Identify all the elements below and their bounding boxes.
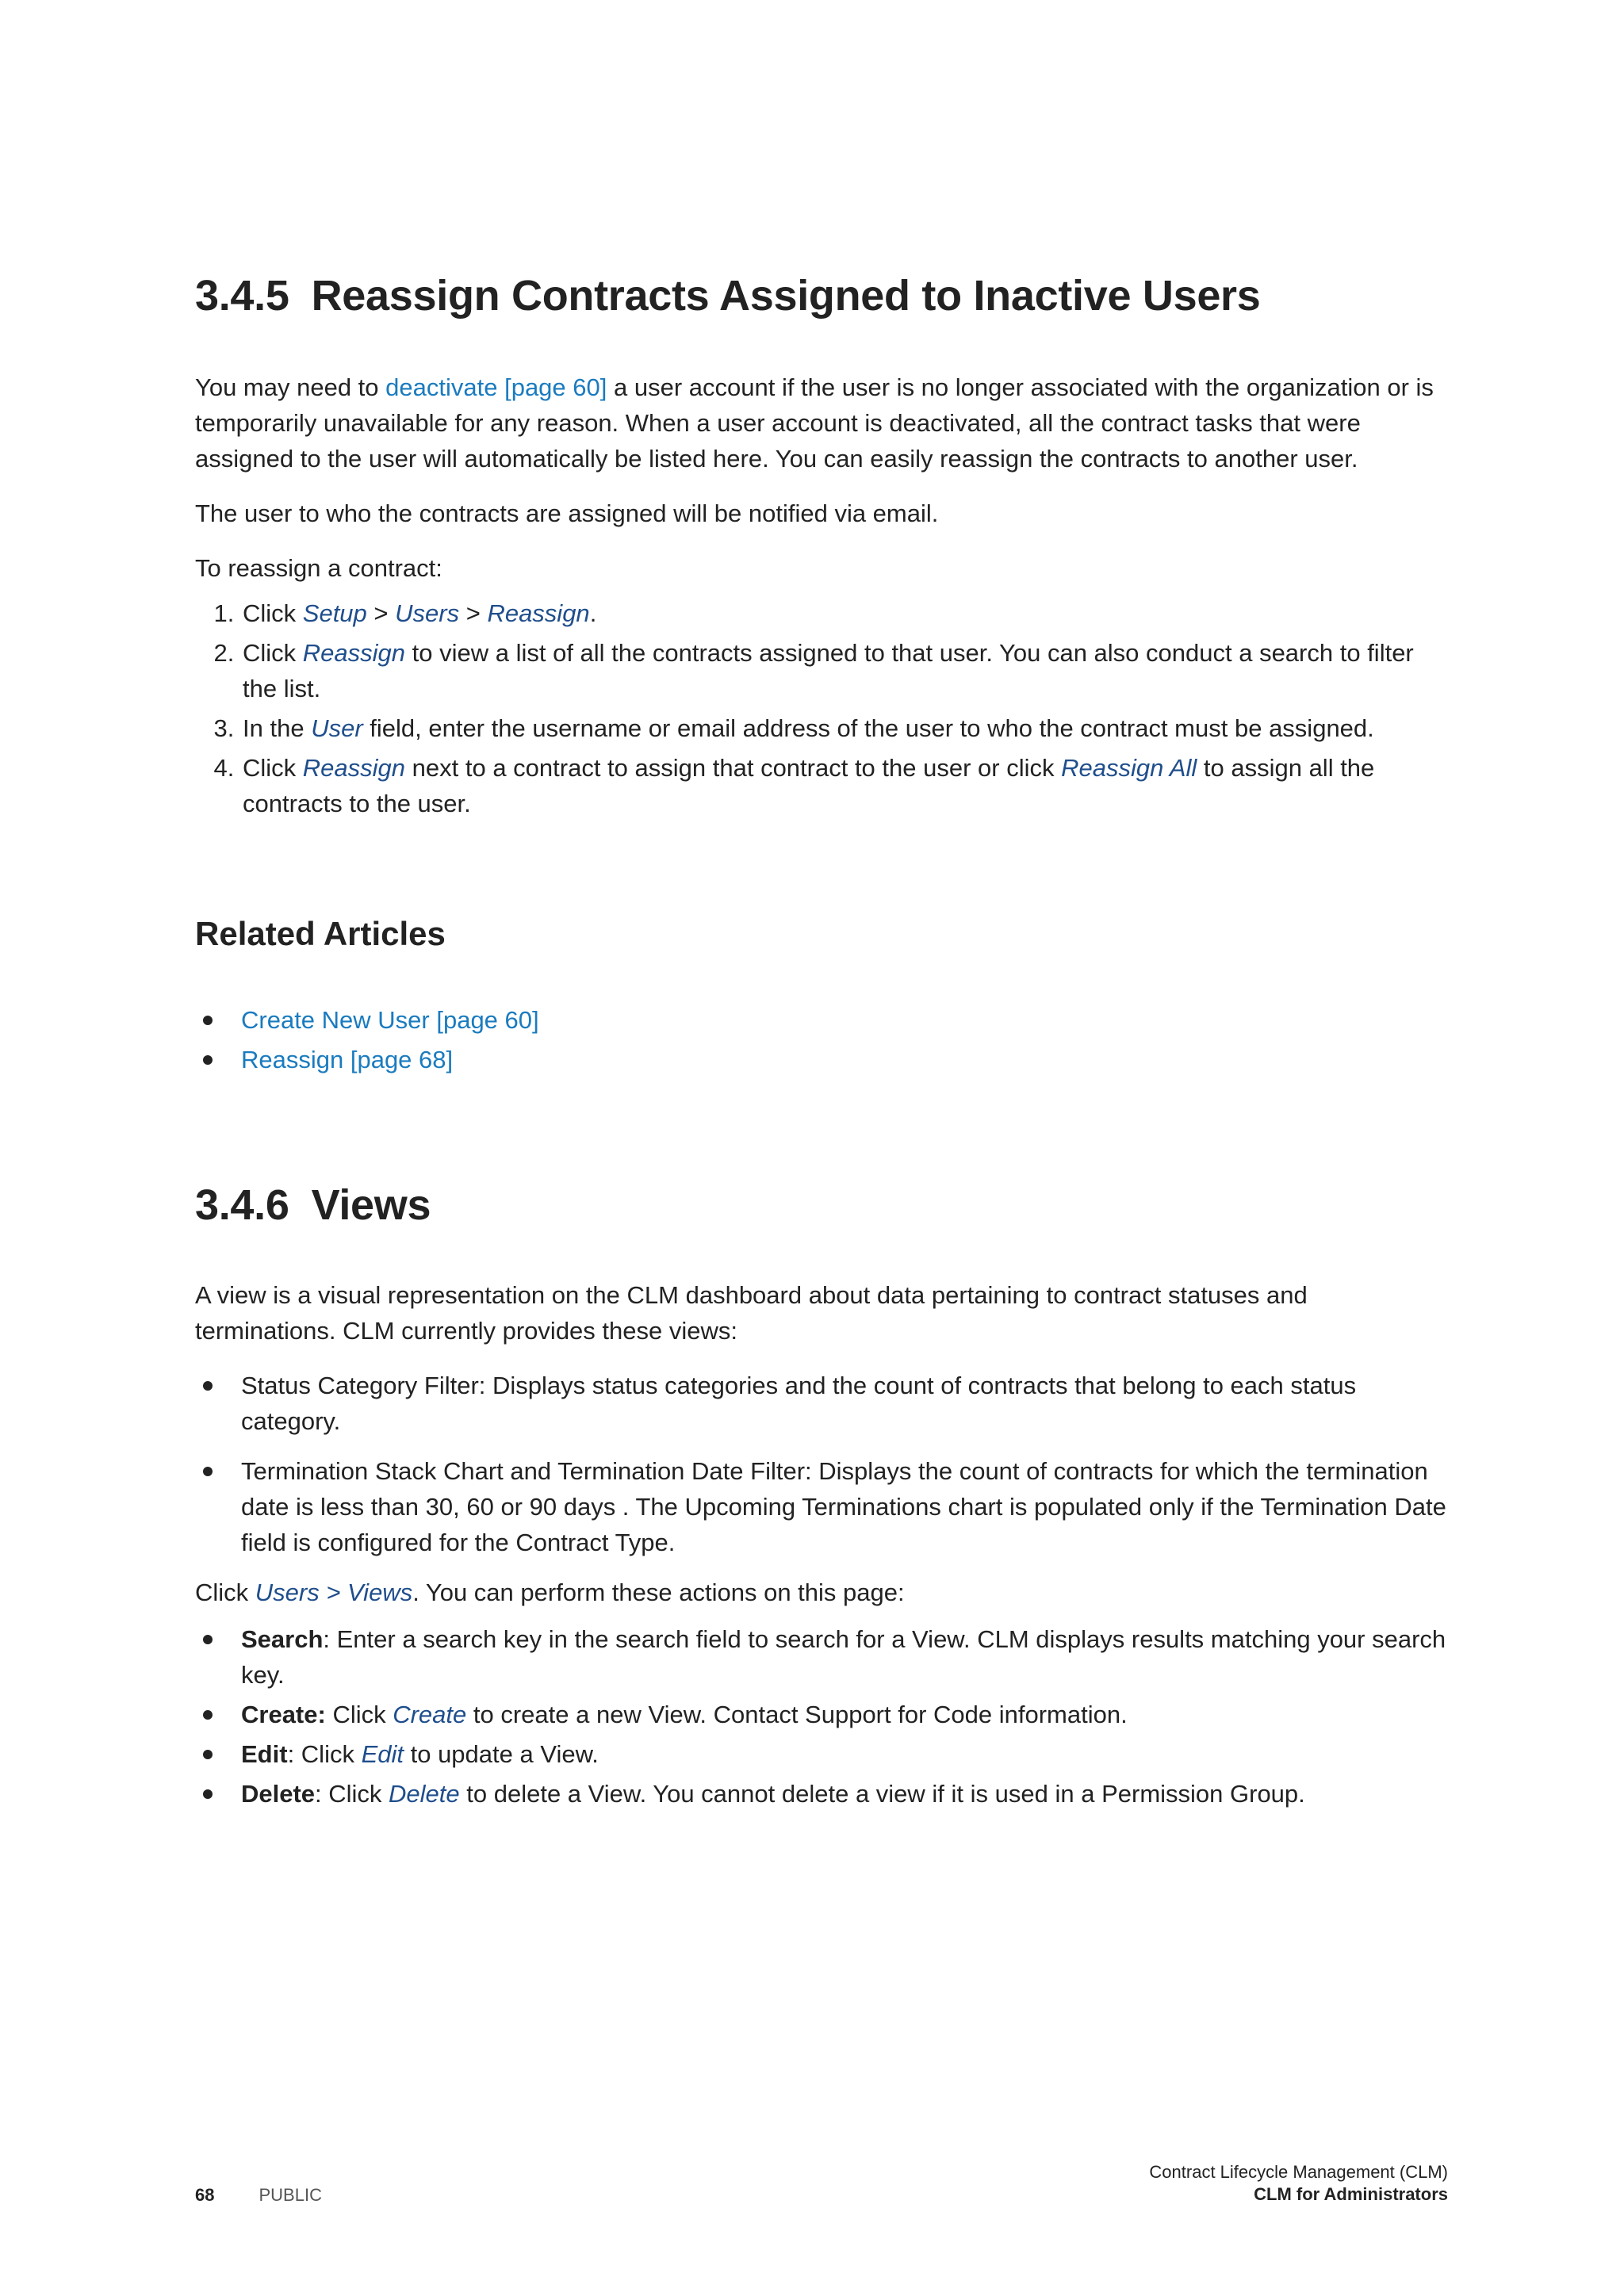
list-item: Status Category Filter: Displays status categories and the count of contracts that belong to each status category. xyxy=(195,1368,1448,1439)
users-menu-ref: Users xyxy=(395,599,460,627)
section-heading-reassign xyxy=(195,270,1448,322)
reassign-steps-list xyxy=(195,595,1448,821)
list-item: Create: Click Create to create a new View. Contact Support for Code information. xyxy=(195,1697,1448,1732)
classification-label: PUBLIC xyxy=(259,2185,322,2205)
list-item: Delete: Click Delete to delete a View. You cannot delete a view if it is used in a Permission Group. xyxy=(195,1776,1448,1812)
create-button-ref: Create xyxy=(393,1701,467,1728)
user-field-ref: User xyxy=(311,714,363,742)
reassign-button-ref: Reassign xyxy=(302,754,406,782)
list-item: Termination Stack Chart and Termination Date Filter: Displays the count of contracts for which the termination date is less than 30, 60 or 90 days . The Upcoming Terminations chart is populated only if the Termination Date field is configured for the Contract Type. xyxy=(195,1453,1448,1560)
intro-paragraph xyxy=(195,369,1448,476)
section-title: Reassign Contracts Assigned to Inactive Users xyxy=(311,272,1261,320)
related-links-list xyxy=(195,1002,1448,1077)
steps-lead: To reassign a contract: xyxy=(195,554,442,582)
action-term: Create: xyxy=(241,1701,326,1728)
notify-paragraph: The user to who the contracts are assigned will be notified via email. xyxy=(195,499,939,527)
footer-left xyxy=(195,2185,322,2206)
document-subtitle: CLM for Administrators xyxy=(1254,2184,1448,2204)
page-footer xyxy=(195,2156,1448,2212)
page-content xyxy=(195,270,1448,1816)
reassign-link[interactable]: Reassign [page 68] xyxy=(241,1046,454,1073)
document-title: Contract Lifecycle Management (CLM) xyxy=(1149,2162,1448,2182)
page-number: 68 xyxy=(195,2185,215,2205)
intro-text-start: You may need to xyxy=(195,373,386,401)
views-list xyxy=(195,1368,1448,1560)
setup-menu-ref: Setup xyxy=(302,599,367,627)
views-click-paragraph: Click Users > Views. You can perform these actions on this page: xyxy=(195,1578,905,1606)
step-item: 1. Click Setup > Users > Reassign. xyxy=(241,595,1448,631)
section-title: Views xyxy=(311,1181,431,1229)
list-item xyxy=(195,1042,1448,1077)
section-heading-views xyxy=(195,1179,1448,1231)
create-new-user-link[interactable]: Create New User [page 60] xyxy=(241,1006,539,1034)
footer-right xyxy=(1149,2161,1448,2206)
action-term: Delete xyxy=(241,1780,316,1808)
reassign-button-ref: Reassign xyxy=(302,639,406,667)
related-articles-heading: Related Articles xyxy=(195,915,446,952)
delete-button-ref: Delete xyxy=(389,1780,460,1808)
list-item: Edit: Click Edit to update a View. xyxy=(195,1736,1448,1772)
action-term: Edit xyxy=(241,1740,288,1768)
intro-text-end: a user account if the user is no longer associated with the organization or is temporarily unavailable for any reason. When a user account is deactivated, all the contract tasks that were assigned to the user will automatically be listed here. You can easily reassign the contracts to another user. xyxy=(195,373,1434,473)
list-item: Search: Enter a search key in the search field to search for a View. CLM displays results matching your search key. xyxy=(195,1621,1448,1693)
list-item xyxy=(195,1002,1448,1038)
step-item: 2. Click Reassign to view a list of all the contracts assigned to that user. You can also conduct a search to filter the list. xyxy=(241,635,1448,706)
edit-button-ref: Edit xyxy=(361,1740,404,1768)
section-number: 3.4.5 xyxy=(195,272,289,320)
views-intro: A view is a visual representation on the CLM dashboard about data pertaining to contract statuses and terminations. CLM currently provides these views: xyxy=(195,1281,1308,1345)
step-item: 3. In the User field, enter the username or email address of the user to who the contract must be assigned. xyxy=(241,710,1448,746)
action-term: Search xyxy=(241,1625,324,1653)
deactivate-link[interactable]: deactivate [page 60] xyxy=(385,373,607,401)
reassign-all-button-ref: Reassign All xyxy=(1061,754,1197,782)
users-views-menu-ref: Users > Views xyxy=(255,1578,413,1606)
section-number: 3.4.6 xyxy=(195,1181,289,1229)
reassign-menu-ref: Reassign xyxy=(487,599,590,627)
views-actions-list xyxy=(195,1621,1448,1812)
step-item: 4. Click Reassign next to a contract to assign that contract to the user or click Reassign All to assign all the contracts to the user. xyxy=(241,750,1448,821)
